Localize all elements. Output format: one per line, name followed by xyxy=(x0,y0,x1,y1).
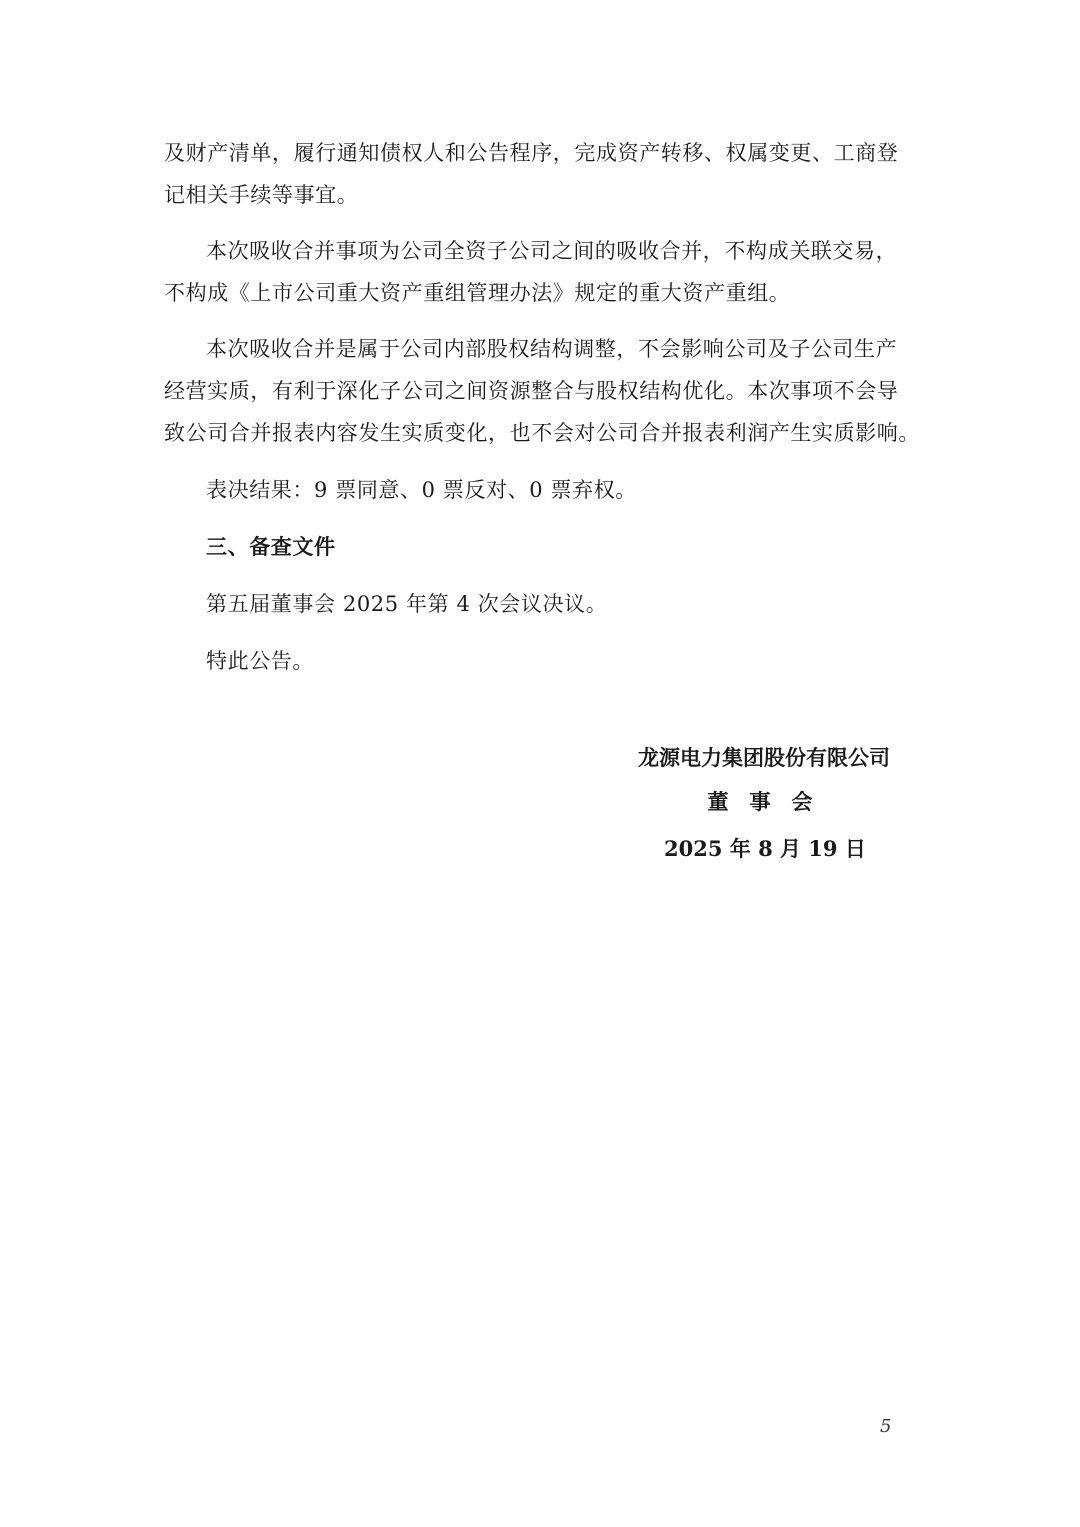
section-heading: 三、备查文件 xyxy=(206,534,336,559)
paragraph-3-line-2: 经营实质，有利于深化子公司之间资源整合与股权结构优化。本次事项不会导 xyxy=(164,379,899,403)
paragraph-1-line-1: 及财产清单，履行通知债权人和公告程序，完成资产转移、权属变更、工商登 xyxy=(164,141,899,165)
closing-statement: 特此公告。 xyxy=(206,649,314,673)
vote-result: 表决结果：9 票同意、0 票反对、0 票弃权。 xyxy=(206,478,637,502)
paragraph-2-line-2: 不构成《上市公司重大资产重组管理办法》规定的重大资产重组。 xyxy=(164,281,791,305)
reference-document: 第五届董事会 2025 年第 4 次会议决议。 xyxy=(206,592,608,616)
paragraph-3-line-1: 本次吸收合并是属于公司内部股权结构调整，不会影响公司及子公司生产 xyxy=(206,337,898,361)
paragraph-2-line-1: 本次吸收合并事项为公司全资子公司之间的吸收合并，不构成关联交易， xyxy=(206,239,898,263)
signature-date: 2025 年 8 月 19 日 xyxy=(664,836,866,861)
paragraph-3-line-3: 致公司合并报表内容发生实质变化，也不会对公司合并报表利润产生实质影响。 xyxy=(164,421,920,445)
paragraph-1-line-2: 记相关手续等事宜。 xyxy=(164,183,359,207)
signature-board: 董 事 会 xyxy=(707,789,813,814)
signature-company: 龙源电力集团股份有限公司 xyxy=(638,745,890,770)
page-number: 5 xyxy=(880,1416,892,1437)
